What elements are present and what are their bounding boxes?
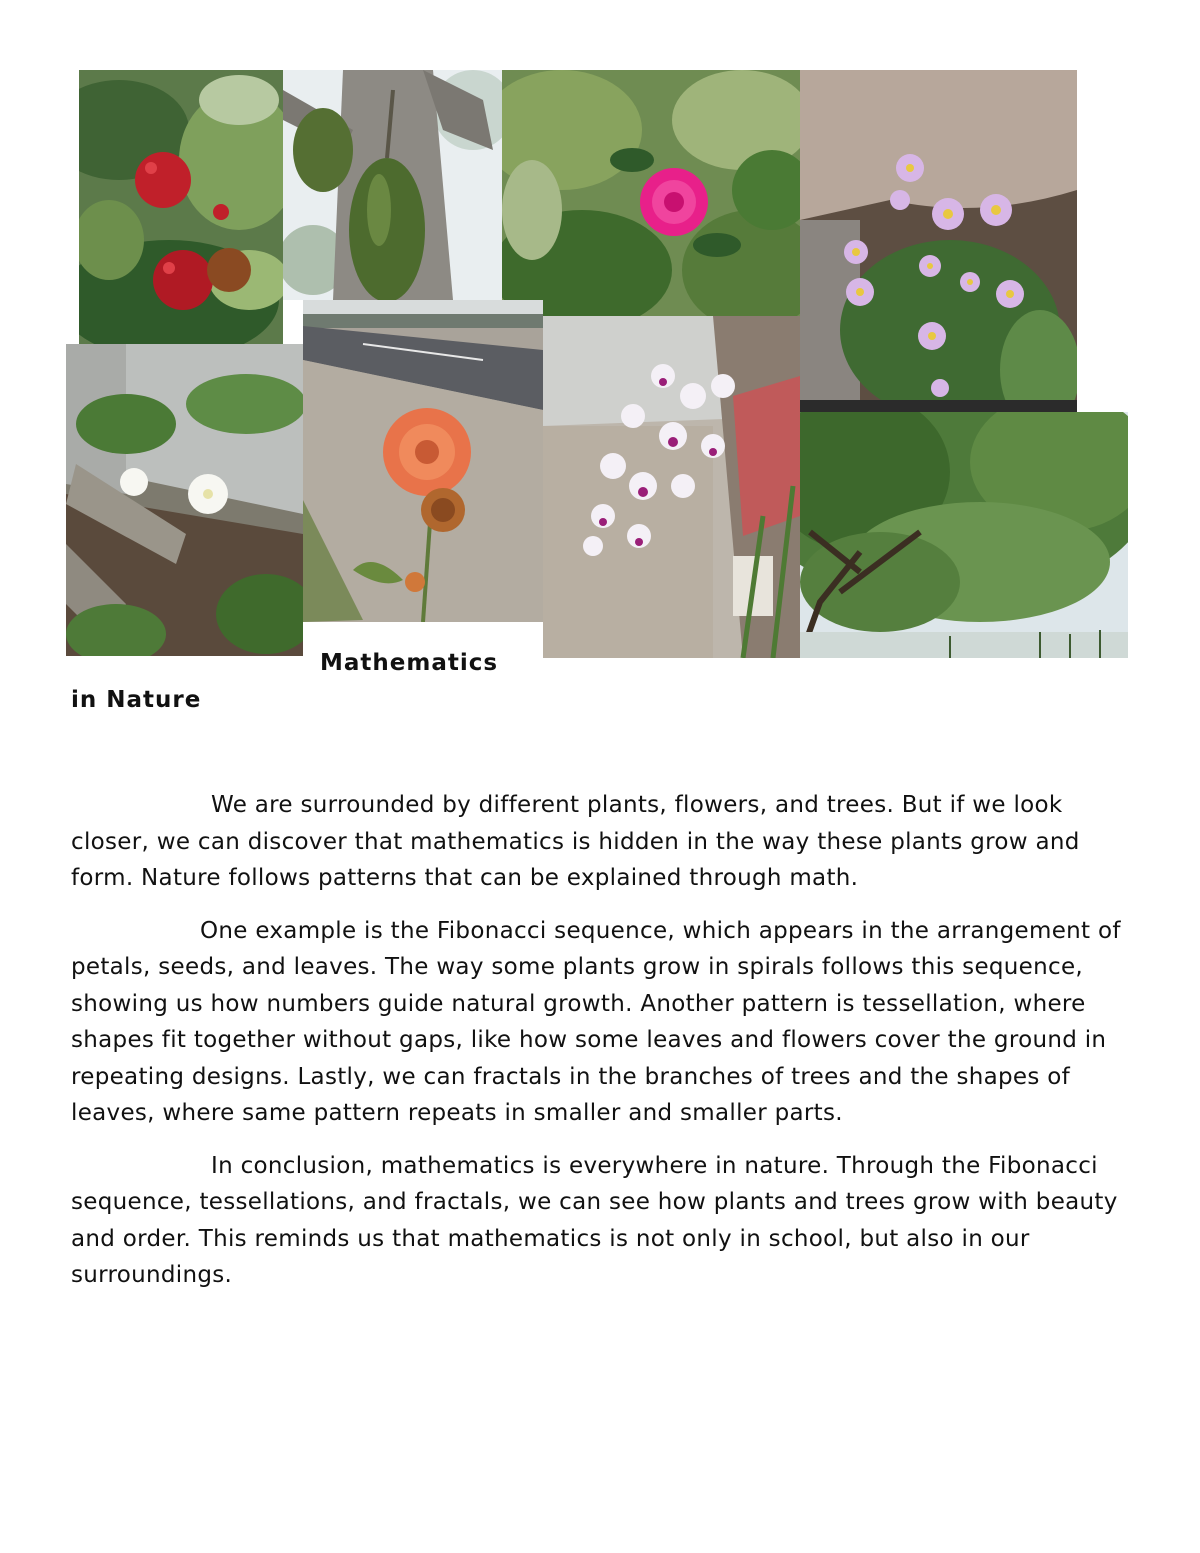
orchid-photo (543, 316, 800, 658)
rose-photo (502, 70, 800, 316)
paragraph-1-text: We are surrounded by different plants, flowers, and trees. But if we look closer, we can discover that mathematics is hidden in the way these plants grow and form. Nature follows patterns that can be explained through math. (71, 792, 1080, 891)
paragraph-3-text: In conclusion, mathematics is everywhere in nature. Through the Fibonacci sequence, tessellations, and fractals, we can see how plants and trees grow with beauty and order. This reminds us that mathematics is not only in school, but also in our surroundings. (71, 1152, 1118, 1288)
jackfruit-photo (283, 70, 502, 300)
paragraph-3 (71, 1148, 1131, 1294)
jasmine-photo (66, 344, 303, 656)
body-text (71, 787, 1131, 1310)
paragraph-2-text: One example is the Fibonacci sequence, which appears in the arrangement of petals, seeds, and leaves. The way some plants grow in spirals follows this sequence, showing us how numbers guide natural growth. Another pattern is tessellation, where shapes fit together without gaps, like how some leaves and flowers cover the ground in repeating designs. Lastly, we can fractals in the branches of trees and the shapes of leaves, where same pattern repeats in smaller and smaller parts. (71, 917, 1121, 1126)
title-part-1: Mathematics (320, 650, 499, 676)
title-part-2: in Nature (71, 687, 202, 713)
rambutan-photo (79, 70, 283, 344)
gerbera-photo (303, 300, 543, 622)
paragraph-2 (71, 913, 1131, 1132)
tree-canopy-photo (800, 412, 1128, 658)
daisy-photo (800, 70, 1077, 440)
paragraph-1 (71, 787, 1131, 897)
